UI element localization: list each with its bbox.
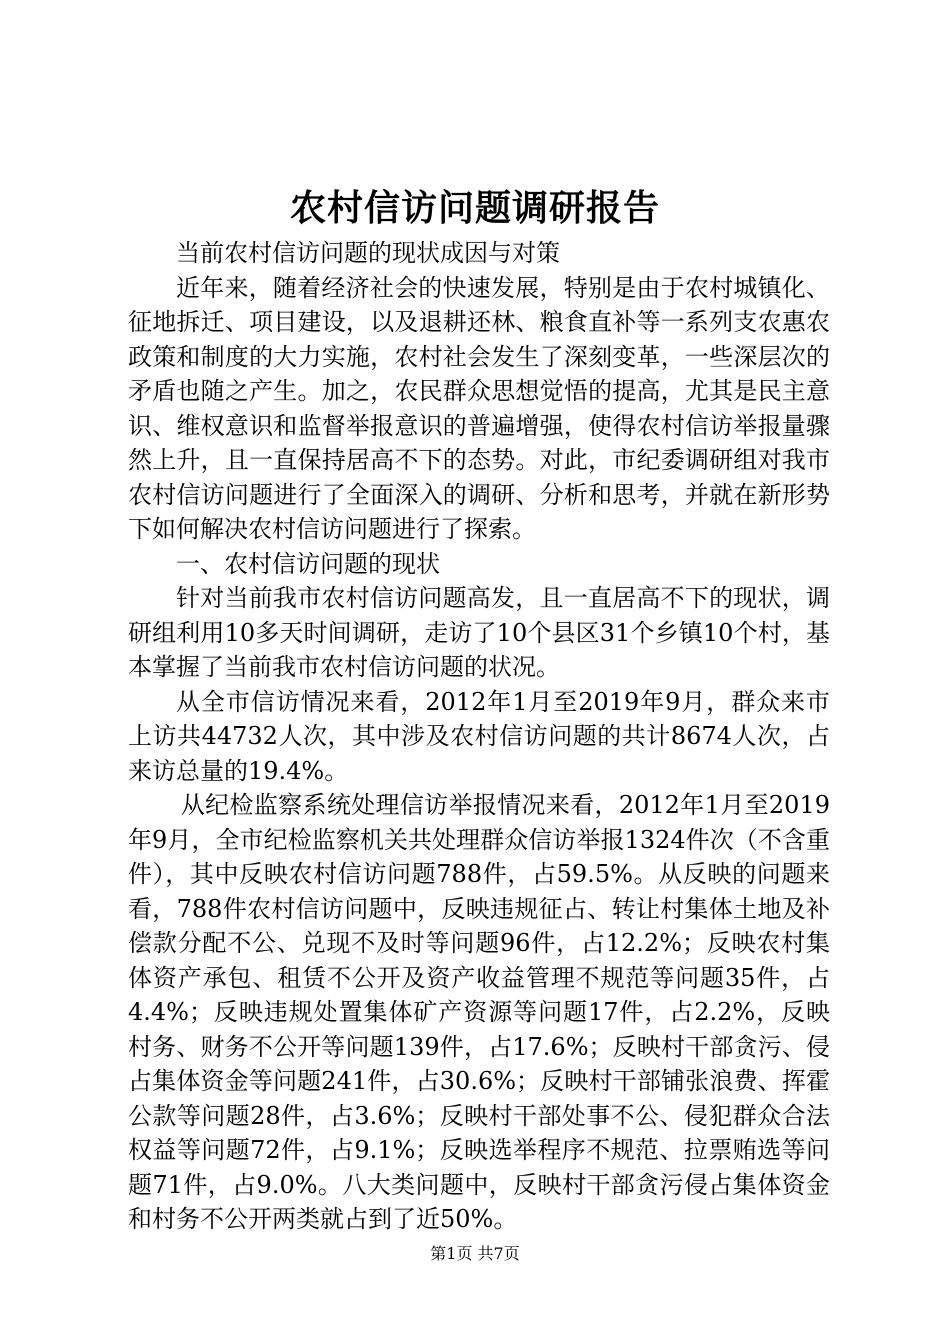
intro-paragraph: 近年来，随着经济社会的快速发展，特别是由于农村城镇化、征地拆迁、项目建设，以及退耕还林、粮食直补等一系列支农惠农政策和制度的大力实施，农村社会发生了深刻变革，一些深层次的矛盾也随之产生。加之，农民群众思想觉悟的提高，尤其是民主意识、维权意识和监督举报意识的普遍增强，使得农村信访举报量骤然上升，且一直保持居高不下的态势。对此，市纪委调研组对我市农村信访问题进行了全面深入的调研、分析和思考，并就在新形势下如何解决农村信访问题进行了探索。 [128, 273, 830, 543]
page-footer: 第1页 共7页 [430, 1244, 520, 1263]
body-paragraph: 从全市信访情况来看，2012年1月至2019年9月，群众来市上访共44732人次，其中涉及农村信访问题的共计8674人次，占来访总量的19.4%。 [128, 687, 830, 785]
subtitle-paragraph: 当前农村信访问题的现状成因与对策 [176, 239, 560, 267]
body-paragraph: 针对当前我市农村信访问题高发，且一直居高不下的现状，调研组利用10多天时间调研，走访了10个县区31个乡镇10个村，基本掌握了当前我市农村信访问题的状况。 [128, 584, 830, 681]
document-title: 农村信访问题调研报告 [289, 187, 660, 229]
body-paragraph: 从纪检监察系统处理信访举报情况来看，2012年1月至2019年9月，全市纪检监察机关共处理群众信访举报1324件次（不含重件），其中反映农村信访问题788件，占59.5%。从反映的问题来看，788件农村信访问题中，反映违规征占、转让村集体土地及补偿款分配不公、兑现不及时等问题96件，占12.2%；反映农村集体资产承包、租赁不公开及资产收益管理不规范等问题35件，占4.4%；反映违规处置集体矿产资源等问题17件，占2.2%，反映村务、财务不公开等问题139件，占17.6%；反映村干部贪污、侵占集体资金等问题241件，占30.6%；反映村干部铺张浪费、挥霍公款等问题28件，占3.6%；反映村干部处事不公、侵犯群众合法权益等问题72件，占9.1%；反映选举程序不规范、拉票贿选等问题71件，占9.0%。八大类问题中，反映村干部贪污侵占集体资金和村务不公开两类就占到了近50%。 [128, 791, 830, 1233]
document-body [128, 236, 830, 1237]
section-heading: 一、农村信访问题的现状 [176, 549, 440, 578]
